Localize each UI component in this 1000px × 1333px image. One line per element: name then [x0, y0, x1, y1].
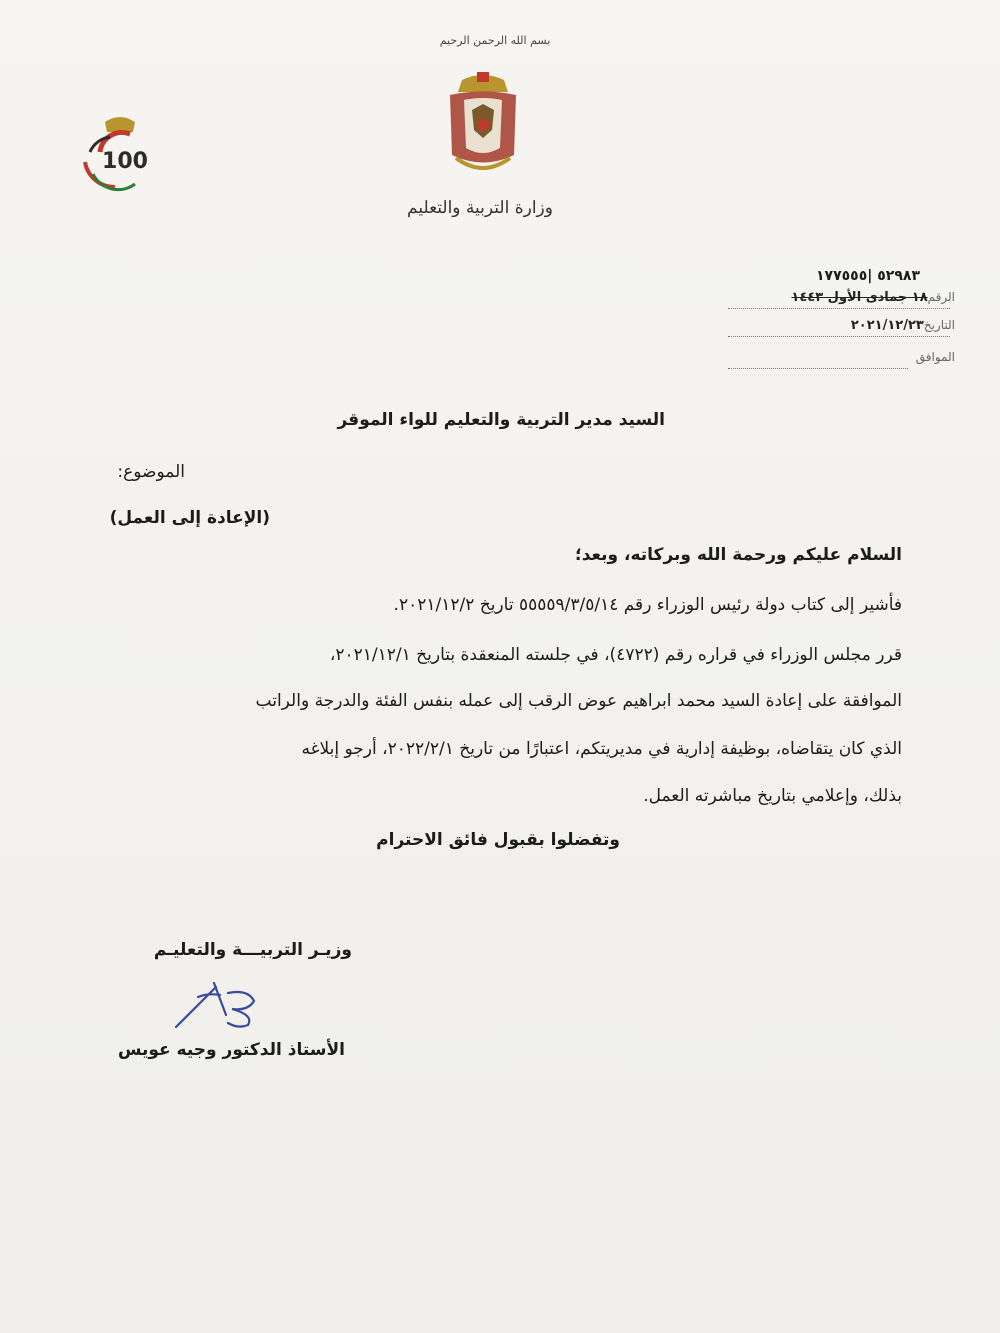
- closing-line: وتفضلوا بقبول فائق الاحترام: [376, 830, 620, 850]
- ministry-name: وزارة التربية والتعليم: [407, 198, 553, 218]
- signatory-name: الأستاذ الدكتور وجيه عويس: [117, 1040, 345, 1060]
- basmala-line: بسم الله الرحمن الرحيم: [439, 34, 551, 47]
- ref-label: الرقم: [927, 290, 955, 304]
- corresponding-dotted-line: [728, 368, 908, 369]
- paragraph-2-line-1: قرر مجلس الوزراء في قراره رقم (٤٧٢٢)، في جلسته المنعقدة بتاريخ ٢٠٢١/١٢/١،: [329, 645, 902, 665]
- corresponding-row: [695, 350, 955, 365]
- addressee: السيد مدير التربية والتعليم للواء الموقر: [337, 410, 665, 430]
- date-dotted-line: [728, 336, 950, 337]
- ref-dotted-line: [728, 308, 950, 309]
- date-label: التاريخ: [923, 318, 955, 332]
- ref-row: [695, 290, 955, 305]
- ref-value: ١٨ جمادى الأول ١٤٤٣: [791, 290, 928, 305]
- paragraph-2-line-4: بذلك، وإعلامي بتاريخ مباشرته العمل.: [643, 786, 902, 806]
- reference-number: ٥٢٩٨٣ |١٧٧٥٥٥: [815, 268, 920, 284]
- centenary-number: 100: [102, 149, 148, 174]
- subject-label: الموضوع:: [117, 462, 185, 482]
- coat-of-arms-icon: [442, 70, 524, 180]
- date-row: [695, 318, 955, 333]
- paragraph-1: فأشير إلى كتاب دولة رئيس الوزراء رقم ٥٥٥٥٩/٣/٥/١٤ تاريخ ٢٠٢١/١٢/٢.: [393, 595, 902, 615]
- signatory-title: وزيـر التربيـــة والتعليـم: [153, 940, 352, 960]
- paragraph-2-line-2: الموافقة على إعادة السيد محمد ابراهيم عوض الرقب إلى عمله بنفس الفئة والدرجة والراتب: [255, 691, 902, 711]
- corresponding-label: الموافق: [915, 350, 955, 364]
- centenary-logo: [75, 112, 165, 194]
- subject-value: (الإعادة إلى العمل): [109, 508, 270, 528]
- handwritten-signature: [168, 975, 268, 1035]
- date-value: ٢٠٢١/١٢/٢٣: [850, 318, 924, 333]
- greeting: السلام عليكم ورحمة الله وبركاته، وبعد؛: [574, 545, 902, 565]
- paragraph-2-line-3: الذي كان يتقاضاه، بوظيفة إدارية في مديريتكم، اعتبارًا من تاريخ ٢٠٢٢/٢/١، أرجو إبلاغه: [301, 739, 902, 759]
